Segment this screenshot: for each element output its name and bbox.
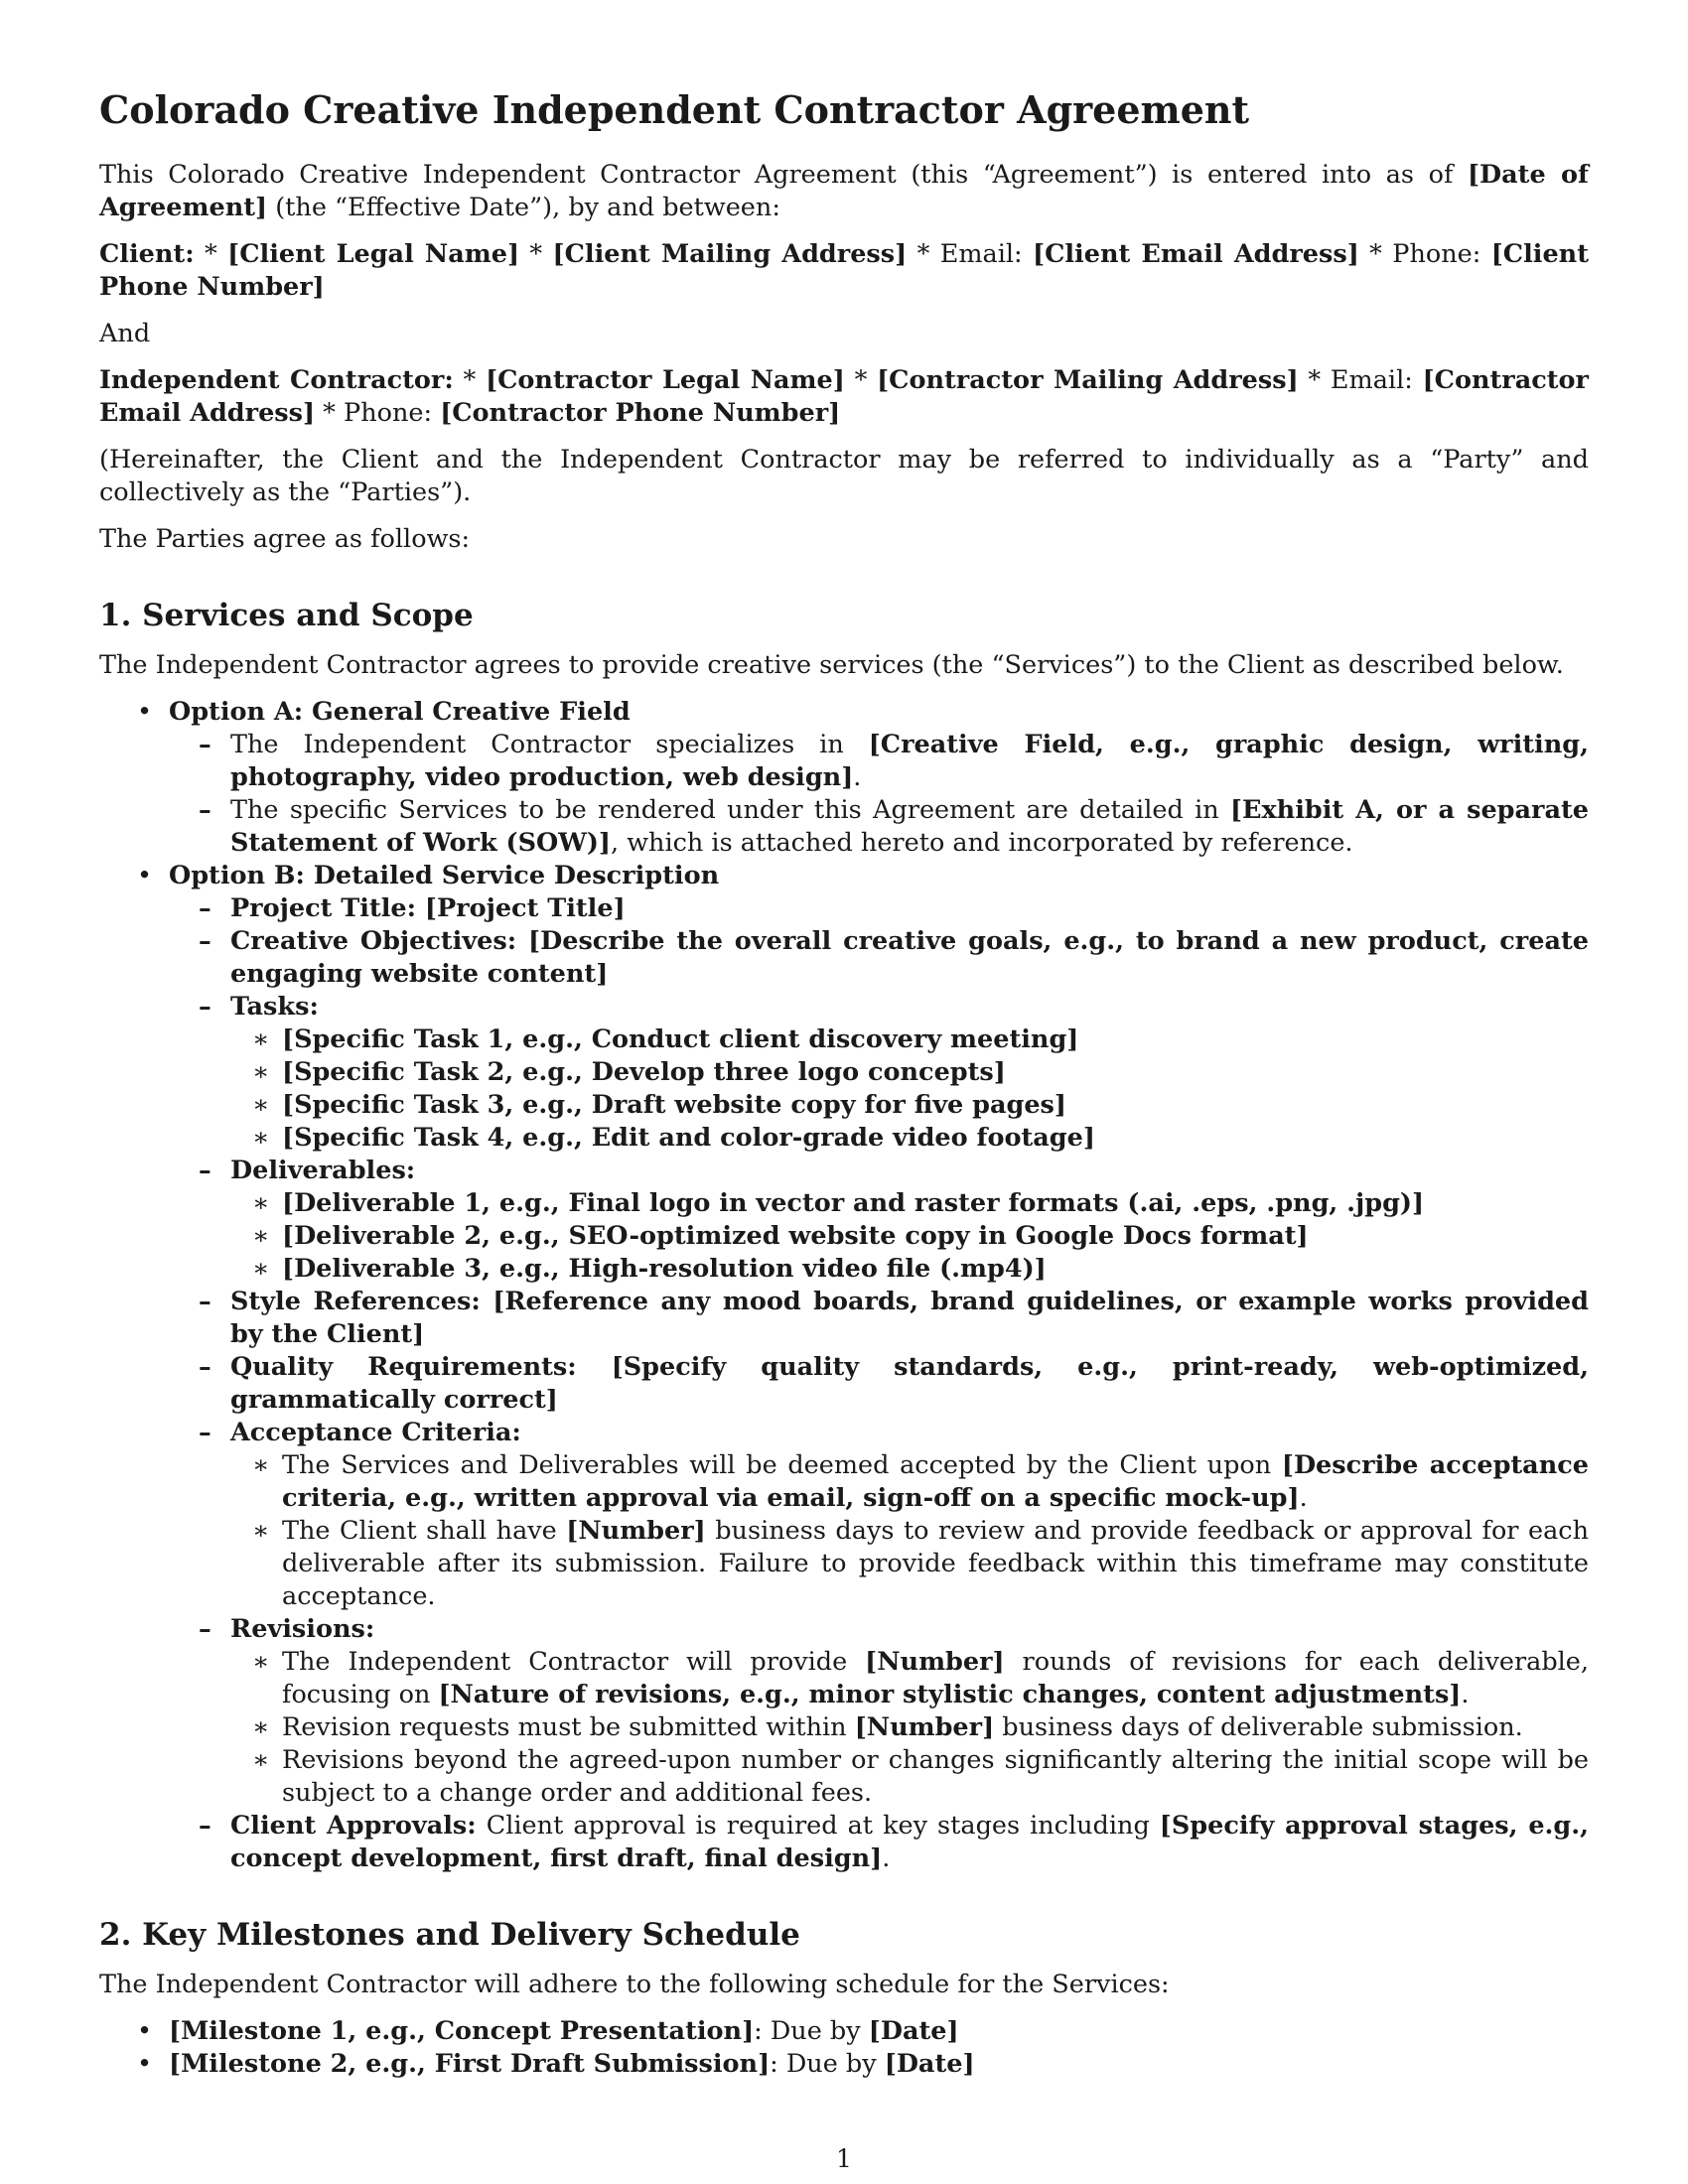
option-b	[99, 860, 1589, 1875]
client-approvals-item: – Client Approvals: Client approval is required at key stages including [Specify approval stages, e.g., concept development, first draft, final design].	[169, 1810, 1589, 1875]
client-phone: [Client Phone Number]	[99, 239, 1589, 302]
document-title: Colorado Creative Independent Contractor Agreement	[99, 87, 1250, 132]
contractor-address: [Contractor Mailing Address]	[877, 365, 1299, 395]
intro-paragraph: This Colorado Creative Independent Contractor Agreement (this “Agreement”) is entered into as of [Date of Agreement] (the “Effective Date”), by and between:	[99, 160, 1589, 222]
list-item: ∗ Revision requests must be submitted within [Number] business days of deliverable submission.	[230, 1711, 1589, 1744]
list-item: ∗ Revisions beyond the agreed-upon number or changes significantly altering the initial scope will be subject to a change order and additional fees.	[230, 1744, 1589, 1810]
client-block: Client: * [Client Legal Name] * [Client Mailing Address] * Email: [Client Email Address] * Phone: [Client Phone Number]	[99, 239, 1589, 302]
agree-text: The Parties agree as follows:	[99, 524, 471, 554]
list-item: – The specific Services to be rendered under this Agreement are detailed in [Exhibit A, or a separate Statement of Work (SOW)], which is attached hereto and incorporated by reference.	[169, 794, 1589, 860]
date-placeholder: [Date of Agreement]	[99, 160, 1589, 222]
section-1-heading: 1. Services and Scope	[99, 598, 474, 633]
list-item: ∗ [Deliverable 1, e.g., Final logo in vector and raster formats (.ai, .eps, .png, .jpg)]	[230, 1187, 1589, 1220]
contractor-label: Independent Contractor:	[99, 365, 454, 395]
contractor-email: [Contractor Email Address]	[99, 365, 1589, 428]
contractor-phone: [Contractor Phone Number]	[440, 398, 841, 428]
options-list	[99, 696, 1589, 1875]
acceptance-criteria-item: – Acceptance Criteria: ∗ The Services and Deliverables will be deemed accepted by the Client upon [Describe acceptance criteria, e.g., written approval via email, sign-off on a specific mock-up]. ∗ The Client shall have [Number] business days to review and provide feedback or approval for each deliverable after its submission. Failure to provide feedback within this timeframe may constitute acceptance.	[169, 1417, 1589, 1613]
list-item: ∗ [Specific Task 4, e.g., Edit and color-grade video footage]	[230, 1122, 1589, 1155]
list-item: ∗ [Specific Task 1, e.g., Conduct client discovery meeting]	[230, 1024, 1589, 1056]
milestone-item: • [Milestone 1, e.g., Concept Presentation]: Due by [Date]	[99, 2015, 1589, 2048]
list-item: ∗ The Services and Deliverables will be deemed accepted by the Client upon [Describe acceptance criteria, e.g., written approval via email, sign-off on a specific mock-up].	[230, 1449, 1589, 1515]
parties-note: (Hereinafter, the Client and the Independent Contractor may be referred to individually as a “Party” and collectively as the “Parties”).	[99, 445, 1589, 507]
tasks-item: – Tasks: ∗ [Specific Task 1, e.g., Conduct client discovery meeting] ∗ [Specific Task 2, e.g., Develop three logo concepts] ∗ [Specific Task 3, e.g., Draft website copy for five pages] ∗ [Specific Task 4, e.g., Edit and color-grade video footage]	[169, 991, 1589, 1155]
option-a-label: Option A: General Creative Field	[169, 697, 631, 727]
client-address: [Client Mailing Address]	[552, 239, 908, 269]
list-item: – The Independent Contractor specializes in [Creative Field, e.g., graphic design, writing, photography, video production, web design].	[169, 729, 1589, 794]
list-item: ∗ The Independent Contractor will provide [Number] rounds of revisions for each deliverable, focusing on [Nature of revisions, e.g., minor stylistic changes, content adjustments].	[230, 1646, 1589, 1711]
document-page	[99, 87, 1589, 2081]
section-2-intro: The Independent Contractor will adhere to the following schedule for the Services:	[99, 1970, 1170, 1999]
section-2-heading: 2. Key Milestones and Delivery Schedule	[99, 1917, 800, 1953]
and-text: And	[99, 319, 151, 348]
client-email: [Client Email Address]	[1033, 239, 1359, 269]
style-references-item: – Style References: [Reference any mood boards, brand guidelines, or example works provided by the Client]	[169, 1286, 1589, 1351]
milestone-item: • [Milestone 2, e.g., First Draft Submission]: Due by [Date]	[99, 2048, 1589, 2081]
list-item: ∗ [Deliverable 2, e.g., SEO-optimized website copy in Google Docs format]	[230, 1220, 1589, 1253]
project-title-item: – Project Title: [Project Title]	[169, 892, 1589, 925]
client-label: Client:	[99, 239, 195, 269]
section-1-intro: The Independent Contractor agrees to provide creative services (the “Services”) to the Client as described below.	[99, 650, 1564, 680]
option-a	[99, 696, 1589, 860]
milestones-list	[99, 2015, 1589, 2081]
contractor-block: Independent Contractor: * [Contractor Legal Name] * [Contractor Mailing Address] * Email: [Contractor Email Address] * Phone: [Contractor Phone Number]	[99, 365, 1589, 428]
deliverables-item: – Deliverables: ∗ [Deliverable 1, e.g., Final logo in vector and raster formats (.ai, .eps, .png, .jpg)] ∗ [Deliverable 2, e.g., SEO-optimized website copy in Google Docs format] ∗ [Deliverable 3, e.g., High-resolution video file (.mp4)]	[169, 1155, 1589, 1286]
client-name: [Client Legal Name]	[227, 239, 520, 269]
list-item: ∗ [Deliverable 3, e.g., High-resolution video file (.mp4)]	[230, 1253, 1589, 1286]
list-item: ∗ [Specific Task 3, e.g., Draft website copy for five pages]	[230, 1089, 1589, 1122]
list-item: ∗ The Client shall have [Number] business days to review and provide feedback or approval for each deliverable after its submission. Failure to provide feedback within this timeframe may constitute acceptance.	[230, 1515, 1589, 1613]
contractor-name: [Contractor Legal Name]	[486, 365, 845, 395]
quality-requirements-item: – Quality Requirements: [Specify quality standards, e.g., print-ready, web-optimized, grammatically correct]	[169, 1351, 1589, 1417]
option-b-label: Option B: Detailed Service Description	[169, 861, 720, 890]
creative-objectives-item: – Creative Objectives: [Describe the overall creative goals, e.g., to brand a new product, create engaging website content]	[169, 925, 1589, 991]
page-number: 1	[836, 2144, 852, 2173]
revisions-item: – Revisions: ∗ The Independent Contractor will provide [Number] rounds of revisions for each deliverable, focusing on [Nature of revisions, e.g., minor stylistic changes, content adjustments]. ∗ Revision requests must be submitted within [Number] business days of deliverable submission. ∗ Revisions beyond the agreed-upon number or changes significantly altering the initial scope will be subject to a change order and additional fees.	[169, 1613, 1589, 1810]
list-item: ∗ [Specific Task 2, e.g., Develop three logo concepts]	[230, 1056, 1589, 1089]
